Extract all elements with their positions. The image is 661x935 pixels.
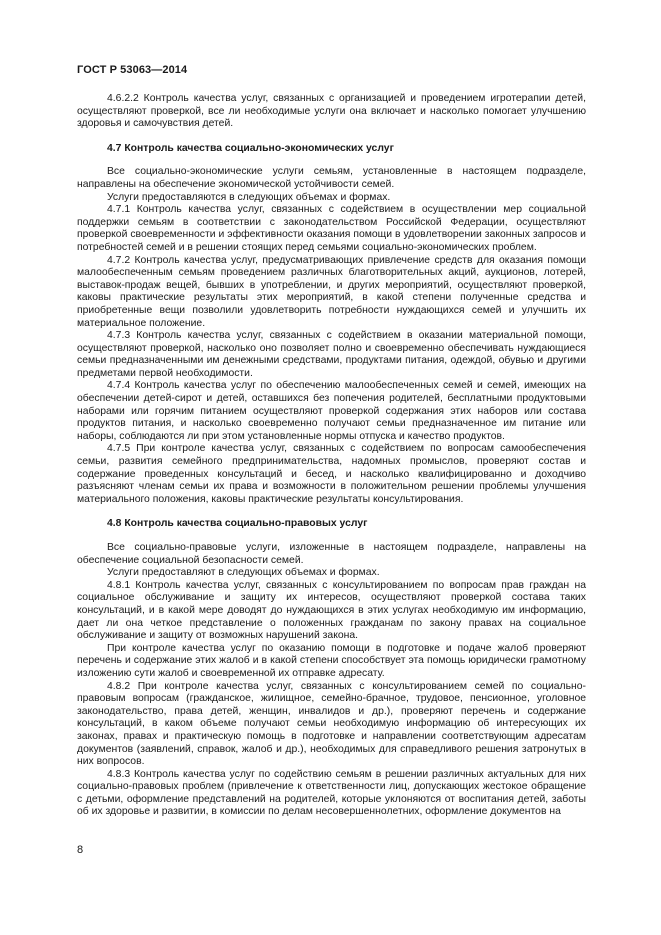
paragraph: 4.7.1 Контроль качества услуг, связанных с содействием в осуществлении мер социальной поддержки семьям в соответствии с законодательством Российской Федерации, осуществляют проверкой своевременности и эффективности оказания помощи в удовлетворении законных запросов и потребностей семей и в решении стоящих перед семьями социально-экономических проблем. — [77, 204, 586, 253]
paragraph: Услуги предоставляются в следующих объемах и формах. — [107, 191, 391, 203]
paragraph: 4.7.3 Контроль качества услуг, связанных с содействием в оказании материальной помощи, осуществляют проверкой, насколько оно позволяет полно и своевременно обеспечивать нуждающиеся семьи предназначенными им денежными средствами, продуктами питания, одеждой, обувью и другими предметами первой необходимости. — [77, 330, 586, 379]
paragraph: 4.7.5 При контроле качества услуг, связанных с содействием по вопросам самообеспечения семьи, развития семейного предпринимательства, надомных промыслов, проверяют состав и содержание проведенных консультаций и бесед, и насколько квалифицированно и доходчиво разъясняют членам семьи их права и возможности в положительном решении проблемы улучшения материального положения, каковы практические результаты консультирования. — [77, 443, 586, 505]
document-header: ГОСТ Р 53063—2014 — [77, 64, 188, 76]
paragraph: При контроле качества услуг по оказанию помощи в подготовке и подаче жалоб проверяют перечень и содержание этих жалоб и в какой степени способствует эта помощь юридически грамотному изложению сути жалоб и своевременной их отправке адресату. — [77, 642, 586, 679]
paragraph: 4.6.2.2 Контроль качества услуг, связанных с организацией и проведением игротерапии детей, осуществляют проверкой, все ли необходимые услуги она включает и насколько помогает улучшению здоровья и самочувствия детей. — [77, 93, 586, 130]
paragraph: Все социально-правовые услуги, изложенные в настоящем подразделе, направлены на обеспечение социальной безопасности семей. — [77, 542, 586, 566]
paragraph: 4.8.3 Контроль качества услуг по содействию семьям в решении различных актуальных для них социально-правовых проблем (привлечение к ответственности лиц, допускающих жестокое обращение с детьми, оформление представлений на родителей, которые уклоняются от воспитания детей, заботы об их здоровье и развитии, в комиссии по делам несовершеннолетних, оформление документов на — [77, 768, 586, 818]
paragraph: Услуги предоставляют в следующих объемах и формах. — [107, 567, 380, 579]
section-heading: 4.7 Контроль качества социально-экономических услуг — [107, 142, 394, 154]
paragraph: 4.7.4 Контроль качества услуг по обеспечению малообеспеченных семей и семей, имеющих на обеспечении детей-сирот и детей, оставшихся без попечения родителей, бесплатными продуктовыми наборами или горячим питанием осуществляют проверкой содержания этих наборов или состава продуктов питания, и насколько своевременно получают семьи предназначенное им питание или наборы, соблюдаются ли при этом установленные нормы отпуска и качество продуктов. — [77, 380, 586, 442]
paragraph: Все социально-экономические услуги семьям, установленные в настоящем подразделе, направлены на обеспечение экономической устойчивости семей. — [77, 166, 586, 190]
page-number: 8 — [77, 844, 84, 856]
section-heading: 4.8 Контроль качества социально-правовых услуг — [107, 518, 368, 530]
paragraph: 4.8.2 При контроле качества услуг, связанных с консультированием семей по социально-правовым вопросам (гражданское, жилищное, семейно-брачное, трудовое, пенсионное, уголовное законодательство, права детей, женщин, инвалидов и др.), проверяют перечень и содержание консультаций, в каком объеме получают семьи необходимую информацию об интересующих их законах, правах и практическую помощь в подготовке и направлении соответствующим адресатам документов (заявлений, справок, жалоб и др.), необходимых для справедливого решения затронутых в них вопросов. — [77, 680, 586, 768]
paragraph: 4.7.2 Контроль качества услуг, предусматривающих привлечение средств для оказания помощи малообеспеченным семьям проведением различных благотворительных акций, аукционов, лотерей, выставок-продаж вещей, бывших в употреблении, и других мероприятий, осуществляют проверкой, каковы практические результаты этих мероприятий, в какой степени полученные средства и приобретенные вещи позволили удовлетворить потребности нуждающихся семей и улучшить их материальное положение. — [77, 254, 586, 329]
document-body — [77, 93, 586, 819]
paragraph: 4.8.1 Контроль качества услуг, связанных с консультированием по вопросам прав граждан на социальное обслуживание и защиту их интересов, осуществляют проверкой состава таких консультаций, и в какой мере доводят до нуждающихся в этих услугах необходимую им информацию, дает ли она четкое представление о положенных гражданам по закону правах на социальное обслуживание и защиту от возможных нарушений закона. — [77, 579, 586, 642]
